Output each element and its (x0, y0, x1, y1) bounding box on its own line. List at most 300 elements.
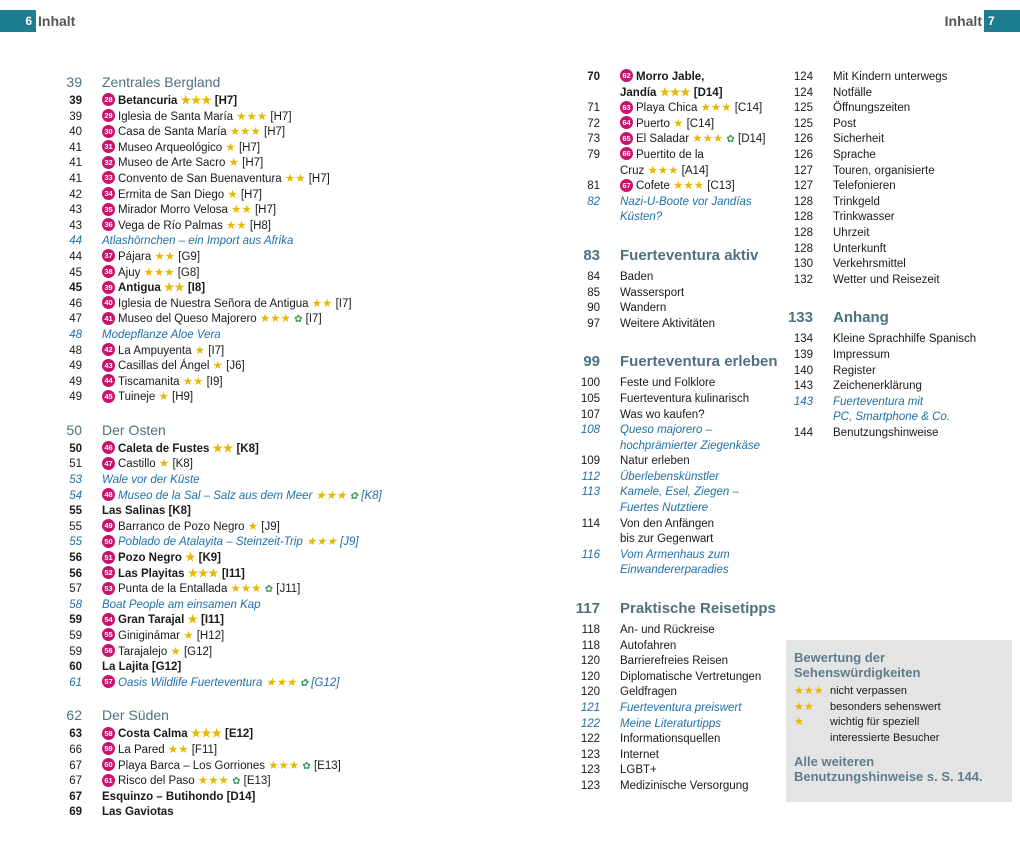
rating-stars: ★★ (284, 172, 306, 185)
map-reference: [E13] (313, 759, 341, 772)
toc-entry[interactable] (570, 376, 780, 392)
toc-entry[interactable] (783, 257, 1013, 273)
entry-title: Castillo (118, 458, 156, 471)
toc-entry[interactable] (52, 805, 382, 821)
entry-title: Mit Kindern unterwegs (833, 71, 948, 83)
toc-entry[interactable] (570, 270, 780, 286)
entry-text (813, 242, 886, 258)
entry-text (600, 348, 778, 376)
entry-title: Zeichenerklärung (833, 380, 922, 393)
toc-entry[interactable] (783, 242, 1013, 258)
entry-text (82, 727, 253, 743)
map-reference: [H12] (196, 630, 225, 642)
entry-text (82, 660, 181, 676)
entry-text (82, 390, 193, 406)
rating-stars: ★★ (164, 282, 185, 295)
toc-entry[interactable] (570, 408, 780, 424)
toc-entry[interactable] (52, 613, 382, 629)
toc-entry[interactable] (52, 645, 382, 661)
entry-title: Einwandererparadies (620, 564, 729, 577)
entry-title: La Ampuyenta (118, 344, 192, 357)
rating-stars: ★★★ (265, 676, 297, 689)
toc-entry[interactable] (570, 164, 780, 180)
toc-entry[interactable] (783, 364, 1013, 380)
page-number: 61 (69, 676, 82, 689)
toc-entry[interactable] (570, 317, 780, 333)
page-number: 128 (793, 226, 813, 239)
toc-entry[interactable] (783, 348, 1013, 364)
toc-entry[interactable] (52, 629, 382, 645)
entry-text (600, 148, 704, 164)
entry-title: Der Osten (102, 421, 166, 438)
toc-entry[interactable] (52, 535, 382, 551)
page-number: 128 (793, 195, 813, 208)
map-reference: [J11] (276, 583, 301, 596)
page-number: 48 (69, 328, 82, 341)
toc-entry[interactable] (570, 701, 780, 717)
toc-entry[interactable] (570, 748, 780, 764)
entry-title: PC, Smartphone & Co. (833, 411, 950, 424)
entry-title: Überlebenskünstler (620, 470, 720, 483)
page-number: 81 (587, 180, 600, 193)
toc-entry[interactable] (52, 504, 382, 520)
toc-entry[interactable] (52, 457, 382, 473)
entry-title: Playa Chica (636, 102, 698, 115)
entry-text (813, 70, 947, 86)
rating-stars: ★★ (226, 219, 247, 232)
rating-stars: ★★★ (187, 567, 219, 580)
rating-stars: ★★★ (315, 489, 347, 502)
entry-title: Notfälle (833, 86, 872, 99)
nature-icon: ✿ (302, 760, 311, 772)
entry-text (600, 408, 705, 424)
sight-number-marker: 66 (620, 147, 633, 160)
toc-entry[interactable] (570, 654, 780, 670)
entry-title: Von den Anfängen (620, 517, 715, 530)
sight-number-marker: 52 (102, 566, 115, 579)
page-number: 105 (580, 392, 600, 405)
toc-entry[interactable] (52, 442, 382, 458)
map-reference: [K9] (198, 552, 221, 565)
page-number (783, 410, 813, 426)
entry-text (82, 457, 193, 473)
toc-entry[interactable] (570, 195, 780, 211)
toc-entry[interactable] (783, 86, 1013, 102)
entry-text (813, 257, 906, 273)
toc-entry[interactable] (570, 210, 780, 226)
sight-number-marker: 55 (102, 628, 115, 641)
legend-stars: ★★★ (794, 685, 824, 697)
toc-entry[interactable] (783, 426, 1013, 442)
legend-stars (794, 731, 830, 747)
toc-entry[interactable] (783, 195, 1013, 211)
entry-title: Tuineje (118, 391, 156, 404)
section-heading[interactable] (570, 242, 780, 270)
rating-stars: ★ (170, 645, 181, 658)
map-reference: [C13] (707, 180, 735, 193)
toc-entry[interactable] (52, 219, 382, 235)
toc-entry[interactable] (52, 94, 382, 110)
page-number: 70 (587, 71, 600, 83)
toc-entry[interactable] (570, 132, 780, 148)
toc-entry[interactable] (52, 172, 382, 188)
toc-entry[interactable] (52, 390, 382, 406)
page-number: 71 (587, 102, 600, 115)
toc-entry[interactable] (783, 164, 1013, 180)
map-reference: [I8] (187, 282, 206, 295)
toc-entry[interactable] (783, 273, 1013, 289)
entry-title: Las Salinas [K8] (102, 505, 191, 518)
toc-entry[interactable] (570, 717, 780, 733)
page-number: 69 (69, 806, 82, 819)
toc-entry[interactable] (570, 685, 780, 701)
rating-stars: ★ (158, 391, 169, 404)
rating-stars: ★★★ (659, 86, 691, 99)
toc-entry[interactable] (570, 179, 780, 195)
toc-entry[interactable] (783, 210, 1013, 226)
toc-entry[interactable] (52, 520, 382, 536)
entry-text (82, 676, 339, 692)
entry-text (813, 379, 922, 395)
entry-title: Baden (620, 270, 654, 283)
page-number: 130 (793, 258, 813, 271)
toc-entry[interactable] (570, 485, 780, 501)
page-number: 84 (587, 270, 600, 283)
entry-title: Uhrzeit (833, 226, 870, 239)
toc-entry[interactable] (52, 188, 382, 204)
toc-entry[interactable] (570, 639, 780, 655)
entry-text (600, 701, 741, 717)
sight-number-marker: 48 (102, 488, 115, 501)
rating-stars: ★★★ (229, 126, 261, 139)
toc-entry[interactable] (52, 359, 382, 375)
entry-title: Kleine Sprachhilfe Spanisch (833, 333, 977, 346)
page-number: 50 (69, 442, 82, 455)
toc-entry[interactable] (570, 423, 780, 439)
toc-entry[interactable] (570, 563, 780, 579)
toc-entry[interactable] (570, 148, 780, 164)
toc-entry[interactable] (570, 301, 780, 317)
page-number: 109 (580, 455, 600, 468)
entry-title: Giniginámar (118, 630, 180, 642)
toc-entry[interactable] (52, 266, 382, 282)
map-reference: [C14] (734, 102, 763, 115)
page-number: 49 (69, 375, 82, 388)
entry-text (600, 423, 712, 439)
toc-entry[interactable] (783, 132, 1013, 148)
map-reference: [J9] (340, 536, 359, 549)
map-reference: [G12] (311, 676, 340, 689)
toc-entry[interactable] (783, 101, 1013, 117)
entry-title: Betancuria (118, 95, 178, 107)
entry-title: Der Süden (102, 707, 169, 724)
entry-text (82, 359, 245, 375)
section-heading[interactable] (783, 304, 1013, 332)
map-reference: [K8] (172, 458, 193, 471)
page-number: 83 (583, 246, 600, 264)
entry-text (813, 364, 876, 380)
toc-entry[interactable] (570, 517, 780, 533)
map-reference: [K8] (236, 442, 259, 455)
entry-text (82, 281, 205, 297)
toc-entry[interactable] (52, 156, 382, 172)
entry-title: Convento de San Buenaventura (118, 172, 282, 185)
entry-text (82, 266, 199, 282)
rating-stars: ★★★ (673, 180, 705, 193)
toc-entry[interactable] (570, 454, 780, 470)
entry-text (813, 117, 856, 133)
entry-title: Wetter und Reisezeit (833, 273, 940, 286)
legend-row (794, 700, 1004, 716)
toc-entry[interactable] (52, 473, 382, 489)
toc-entry[interactable] (52, 567, 382, 583)
toc-entry[interactable] (52, 598, 382, 614)
entry-text (813, 210, 895, 226)
entry-text (82, 759, 341, 775)
toc-entry[interactable] (570, 670, 780, 686)
page-number: 59 (69, 614, 82, 627)
entry-text (600, 70, 704, 86)
toc-entry[interactable] (783, 179, 1013, 195)
toc-entry[interactable] (52, 582, 382, 598)
toc-entry[interactable] (52, 790, 382, 806)
entry-text (813, 164, 935, 180)
toc-entry[interactable] (570, 779, 780, 795)
header-right (930, 10, 1020, 32)
section-heading[interactable] (570, 595, 780, 623)
page-number: 41 (69, 157, 82, 170)
sight-number-marker: 42 (102, 343, 115, 356)
toc-entry[interactable] (783, 410, 1013, 426)
toc-entry[interactable] (570, 101, 780, 117)
toc-entry[interactable] (52, 375, 382, 391)
legend-row (794, 731, 1004, 747)
entry-title: Las Gaviotas (102, 806, 174, 819)
sight-number-marker: 65 (620, 132, 633, 145)
toc-entry[interactable] (52, 110, 382, 126)
entry-text (82, 743, 217, 759)
nature-icon: ✿ (299, 677, 309, 689)
header-title-left: Inhalt (38, 13, 76, 29)
sight-number-marker: 53 (102, 582, 115, 595)
rating-stars: ★★ (311, 297, 333, 310)
entry-title: Puerto (636, 117, 670, 130)
toc-entry[interactable] (52, 727, 382, 743)
nature-icon: ✿ (264, 584, 274, 596)
page-number: 120 (580, 686, 600, 699)
page-number: 45 (69, 266, 82, 279)
entry-title: Zentrales Bergland (102, 74, 221, 90)
entry-text (600, 101, 762, 117)
map-reference: [I11] (200, 614, 224, 627)
entry-text (600, 195, 752, 211)
page-number (570, 439, 600, 455)
map-reference: [I7] (208, 344, 225, 357)
rating-stars: ★★ (212, 442, 234, 455)
toc-entry[interactable] (783, 226, 1013, 242)
section-heading[interactable] (52, 70, 382, 94)
entry-text (813, 86, 872, 102)
toc-entry[interactable] (52, 125, 382, 141)
rating-stars: ★ (194, 344, 206, 357)
entry-text (82, 188, 262, 204)
entry-text (600, 732, 720, 748)
entry-title: Pozo Negro (118, 552, 182, 565)
entry-text (82, 219, 271, 235)
entry-title: Mirador Morro Velosa (118, 204, 228, 217)
sight-number-marker: 37 (102, 249, 115, 262)
entry-text (600, 623, 715, 639)
toc-entry[interactable] (52, 203, 382, 219)
page-number: 49 (69, 391, 82, 404)
sight-number-marker: 41 (102, 312, 115, 325)
toc-entry[interactable] (783, 117, 1013, 133)
page-number: 133 (787, 309, 813, 327)
entry-title: Telefonieren (833, 180, 896, 193)
entry-title: Museo de Arte Sacro (118, 157, 226, 170)
entry-text (82, 70, 220, 94)
toc-entry[interactable] (52, 774, 382, 790)
toc-entry[interactable] (52, 141, 382, 157)
entry-text (600, 286, 684, 302)
toc-entry[interactable] (52, 344, 382, 360)
entry-title: Trinkwasser (833, 211, 895, 224)
spacer (570, 332, 780, 348)
page-number-left: 6 (0, 10, 36, 32)
entry-title: Puertito de la (636, 148, 704, 161)
toc-entry[interactable] (570, 117, 780, 133)
page-number: 43 (69, 219, 82, 232)
page-number: 63 (69, 728, 82, 741)
page-number: 118 (581, 639, 600, 652)
toc-entry[interactable] (52, 676, 382, 692)
toc-entry[interactable] (570, 623, 780, 639)
toc-entry[interactable] (783, 70, 1013, 86)
entry-text (82, 473, 200, 489)
map-reference: [I7] (335, 297, 352, 310)
entry-text (600, 86, 723, 102)
section-heading[interactable] (52, 703, 382, 727)
entry-title: Meine Literaturtipps (620, 717, 721, 730)
page-number (570, 164, 600, 180)
rating-stars: ★ (158, 458, 170, 471)
entry-text (82, 489, 382, 505)
entry-text (82, 125, 285, 141)
toc-entry[interactable] (570, 548, 780, 564)
page-number (570, 563, 600, 579)
toc-entry[interactable] (52, 328, 382, 344)
entry-text (82, 535, 359, 551)
header-left (0, 10, 90, 32)
rating-stars: ★ (187, 614, 198, 627)
section-heading[interactable] (570, 348, 780, 376)
sight-number-marker: 35 (102, 203, 115, 216)
map-reference: [H7] (254, 204, 277, 217)
nature-icon: ✿ (349, 490, 359, 502)
rating-stars: ★ (247, 520, 259, 533)
map-reference: [G9] (178, 250, 201, 263)
toc-entry[interactable] (52, 489, 382, 505)
toc-entry[interactable] (783, 379, 1013, 395)
entry-title: Queso majorero – (620, 424, 713, 437)
toc-entry[interactable] (570, 286, 780, 302)
sight-number-marker: 50 (102, 535, 115, 548)
entry-text (82, 94, 237, 110)
toc-entry[interactable] (570, 470, 780, 486)
toc-entry[interactable] (783, 395, 1013, 411)
entry-text (82, 297, 352, 313)
entry-title: Museo de la Sal – Salz aus dem Meer (118, 489, 313, 502)
toc-entry[interactable] (570, 439, 780, 455)
toc-column-3 (783, 70, 1013, 441)
toc-entry[interactable] (52, 312, 382, 328)
toc-entry[interactable] (52, 660, 382, 676)
entry-text (600, 164, 708, 180)
toc-entry[interactable] (52, 250, 382, 266)
entry-text (82, 520, 280, 536)
entry-text (82, 582, 300, 598)
entry-title: Wassersport (620, 286, 685, 299)
map-reference: [G8] (177, 266, 200, 279)
page-number: 67 (69, 759, 82, 772)
entry-title: Vom Armenhaus zum (620, 548, 730, 561)
toc-entry[interactable] (570, 70, 780, 86)
toc-entry[interactable] (52, 743, 382, 759)
legend-row (794, 684, 1004, 700)
page-number: 114 (581, 517, 600, 530)
sight-number-marker: 46 (102, 441, 115, 454)
toc-entry[interactable] (570, 763, 780, 779)
toc-entry[interactable] (52, 281, 382, 297)
entry-title: Wale vor der Küste (102, 474, 200, 487)
toc-entry[interactable] (52, 234, 382, 250)
toc-entry[interactable] (52, 551, 382, 567)
page-number: 122 (580, 717, 600, 730)
rating-stars: ★★★ (190, 728, 222, 741)
page-number: 97 (587, 317, 600, 330)
entry-title: Medizinische Versorgung (620, 779, 749, 792)
page-number: 60 (69, 661, 82, 674)
entry-text (600, 317, 715, 333)
toc-entry[interactable] (570, 86, 780, 102)
entry-text (600, 532, 713, 548)
section-heading[interactable] (52, 418, 382, 442)
sight-number-marker: 56 (102, 644, 115, 657)
entry-title: Morro Jable, (636, 71, 705, 83)
page-number: 134 (793, 333, 813, 346)
entry-text (82, 790, 255, 806)
toc-entry[interactable] (570, 532, 780, 548)
sight-number-marker: 51 (102, 551, 115, 564)
toc-entry[interactable] (52, 297, 382, 313)
page-number: 59 (69, 630, 82, 642)
toc-entry[interactable] (52, 759, 382, 775)
toc-entry[interactable] (570, 501, 780, 517)
entry-text (600, 563, 729, 579)
toc-entry[interactable] (570, 392, 780, 408)
page-number: 124 (793, 71, 813, 83)
rating-stars: ★★★ (700, 102, 732, 115)
entry-title: Jandía (620, 86, 657, 99)
toc-entry[interactable] (783, 332, 1013, 348)
toc-entry[interactable] (570, 732, 780, 748)
entry-title: Wandern (620, 302, 667, 315)
toc-entry[interactable] (783, 148, 1013, 164)
page-number: 43 (69, 204, 82, 217)
entry-text (82, 442, 259, 458)
sight-number-marker: 33 (102, 171, 115, 184)
entry-text (600, 501, 708, 517)
